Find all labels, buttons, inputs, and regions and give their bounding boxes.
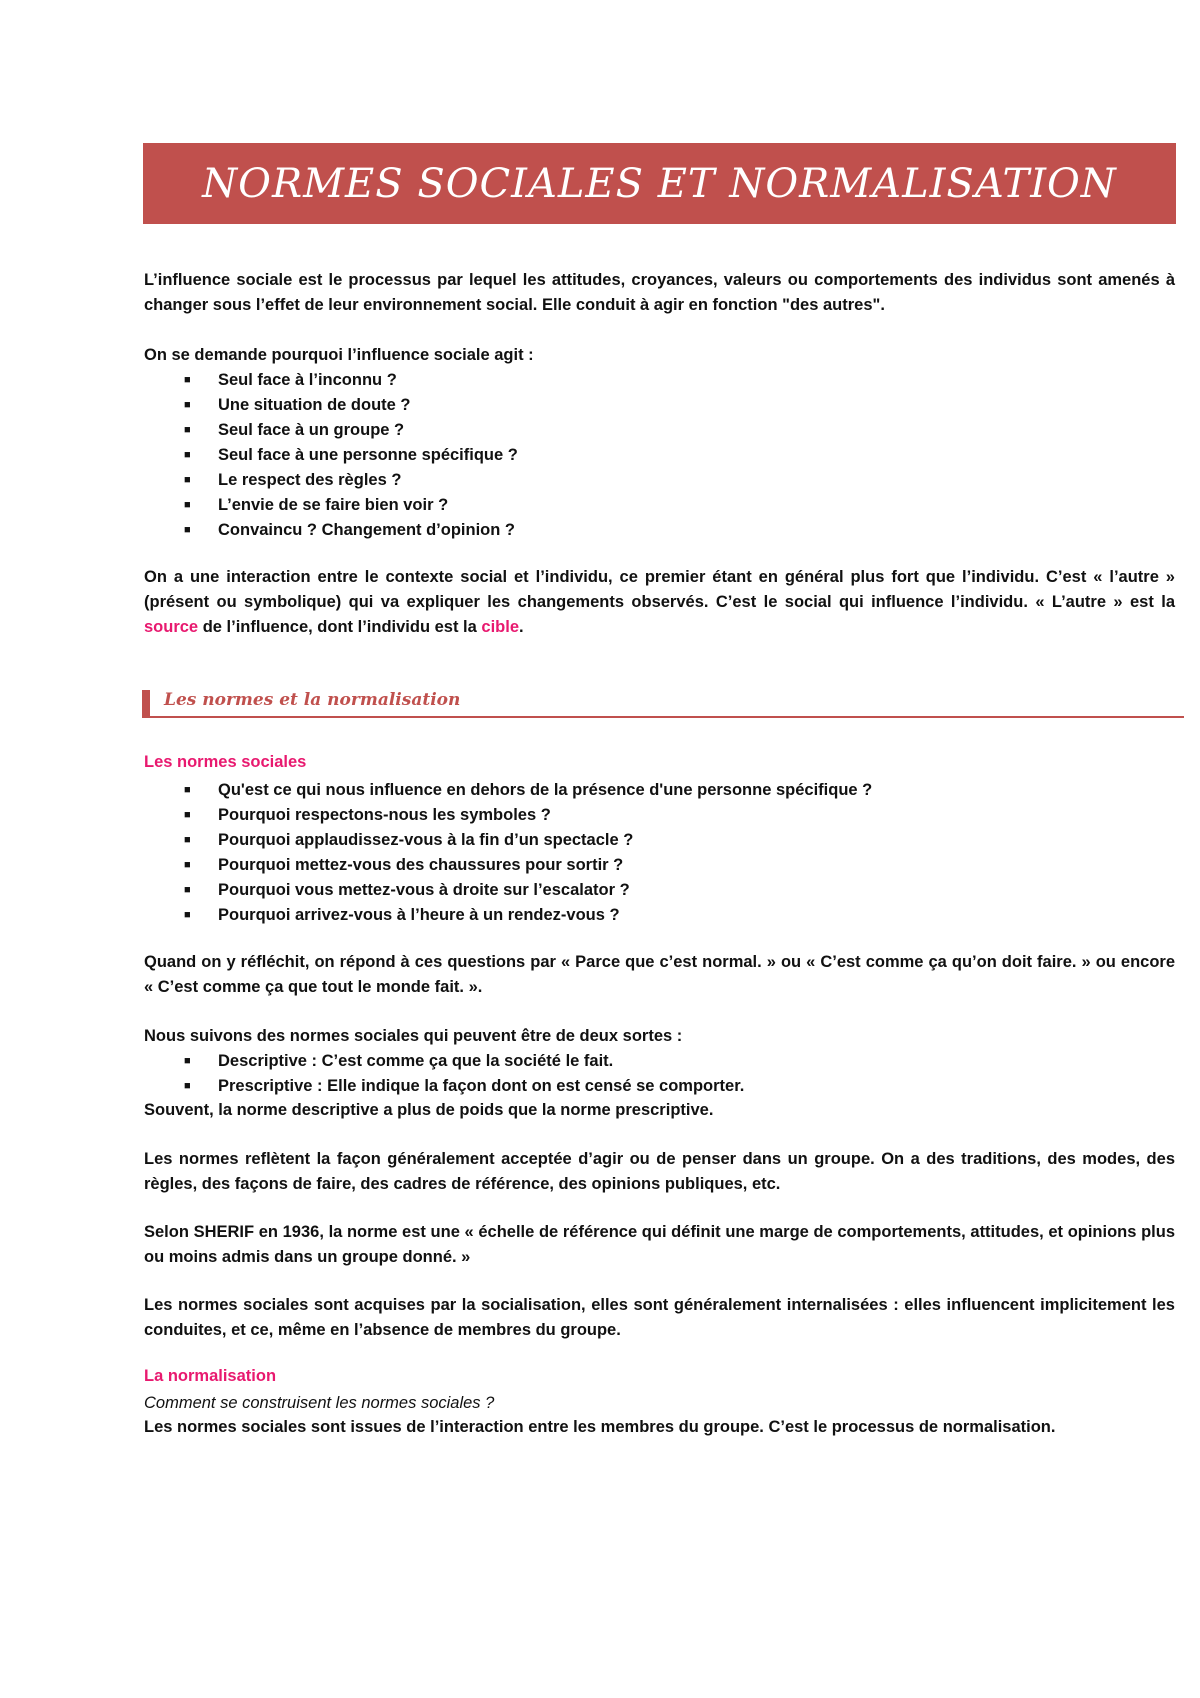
bullet-icon: ■ <box>184 1080 191 1092</box>
bullet-icon: ■ <box>184 474 191 486</box>
sherif-paragraph: Selon SHERIF en 1936, la norme est une « échelle de référence qui définit une marge de comportements, attitudes, et opinions plus ou moins admis dans un groupe donné. » <box>144 1223 1175 1266</box>
cible-term: cible <box>481 618 519 636</box>
list-item: ■ Une situation de doute ? <box>144 393 518 418</box>
bullet-icon: ■ <box>184 424 191 436</box>
bullet-icon: ■ <box>184 909 191 921</box>
bullet-icon: ■ <box>184 834 191 846</box>
normalisation-question: Comment se construisent les normes sociales ? <box>144 1394 495 1412</box>
interaction-paragraph: On a une interaction entre le contexte social et l’individu, ce premier étant en général plus fort que l’individu. C’est « l’autre » (présent ou symbolique) qui va expliquer les changements observés. C’est le social qui influence l’individu. « L’autre » est la source de l’influence, dont l’individu est la cible. <box>144 568 1175 636</box>
subheading-normalisation: La normalisation <box>144 1367 277 1385</box>
source-term: source <box>144 618 199 636</box>
bullet-icon: ■ <box>184 809 191 821</box>
bullet-icon: ■ <box>184 859 191 871</box>
intro-bullet-list <box>144 368 518 543</box>
bullet-icon: ■ <box>184 499 191 511</box>
normalisation-paragraph: Les normes sociales sont issues de l’interaction entre les membres du groupe. C’est le processus de normalisation. <box>144 1418 1056 1436</box>
norm-types-bullet-list <box>144 1049 744 1099</box>
list-item: ■ Convaincu ? Changement d’opinion ? <box>144 518 518 543</box>
list-item: ■ Pourquoi applaudissez-vous à la fin d’un spectacle ? <box>144 828 872 853</box>
bullet-icon: ■ <box>184 449 191 461</box>
list-item: ■ Descriptive : C’est comme ça que la société le fait. <box>144 1049 744 1074</box>
bullet-icon: ■ <box>184 784 191 796</box>
list-item: ■ Seul face à un groupe ? <box>144 418 518 443</box>
section-heading-text: Les normes et la normalisation <box>164 690 461 710</box>
intro-question: On se demande pourquoi l’influence sociale agit : <box>144 346 534 364</box>
norms-reflect-paragraph: Les normes reflètent la façon généralement acceptée d’agir ou de penser dans un groupe. On a des traditions, des modes, des règles, des façons de faire, des cadres de référence, des opinions publiques, etc. <box>144 1150 1175 1193</box>
list-item: ■ Le respect des règles ? <box>144 468 518 493</box>
intro-paragraph: L’influence sociale est le processus par lequel les attitudes, croyances, valeurs ou comportements des individus sont amenés à changer sous l’effet de leur environnement social. Elle conduit à agir en fonction "des autres". <box>144 271 1175 314</box>
list-item: ■ Seul face à l’inconnu ? <box>144 368 518 393</box>
two-kinds-paragraph: Nous suivons des normes sociales qui peuvent être de deux sortes : <box>144 1027 683 1045</box>
section-heading <box>142 690 1184 718</box>
list-item: ■ Pourquoi arrivez-vous à l’heure à un rendez-vous ? <box>144 903 872 928</box>
list-item: ■ Qu'est ce qui nous influence en dehors de la présence d'une personne spécifique ? <box>144 778 872 803</box>
bullet-icon: ■ <box>184 1055 191 1067</box>
list-item: ■ Pourquoi mettez-vous des chaussures pour sortir ? <box>144 853 872 878</box>
document-title: NORMES SOCIALES ET NORMALISATION <box>202 160 1117 207</box>
answer-paragraph: Quand on y réfléchit, on répond à ces questions par « Parce que c’est normal. » ou « C’est comme ça qu’on doit faire. » ou encore « C’est comme ça que tout le monde fait. ». <box>144 953 1175 996</box>
bullet-icon: ■ <box>184 524 191 536</box>
list-item: ■ Prescriptive : Elle indique la façon dont on est censé se comporter. <box>144 1074 744 1099</box>
bullet-icon: ■ <box>184 884 191 896</box>
subheading-normes-sociales: Les normes sociales <box>144 753 307 771</box>
list-item: ■ L’envie de se faire bien voir ? <box>144 493 518 518</box>
list-item: ■ Seul face à une personne spécifique ? <box>144 443 518 468</box>
list-item: ■ Pourquoi vous mettez-vous à droite sur l’escalator ? <box>144 878 872 903</box>
descriptive-weight-paragraph: Souvent, la norme descriptive a plus de poids que la norme prescriptive. <box>144 1101 714 1119</box>
bullet-icon: ■ <box>184 399 191 411</box>
socialisation-paragraph: Les normes sociales sont acquises par la socialisation, elles sont généralement internalisées : elles influencent implicitement les conduites, et ce, même en l’absence de membres du groupe. <box>144 1296 1175 1339</box>
title-banner <box>143 143 1176 224</box>
bullet-icon: ■ <box>184 374 191 386</box>
list-item: ■ Pourquoi respectons-nous les symboles ? <box>144 803 872 828</box>
questions-bullet-list <box>144 778 872 928</box>
